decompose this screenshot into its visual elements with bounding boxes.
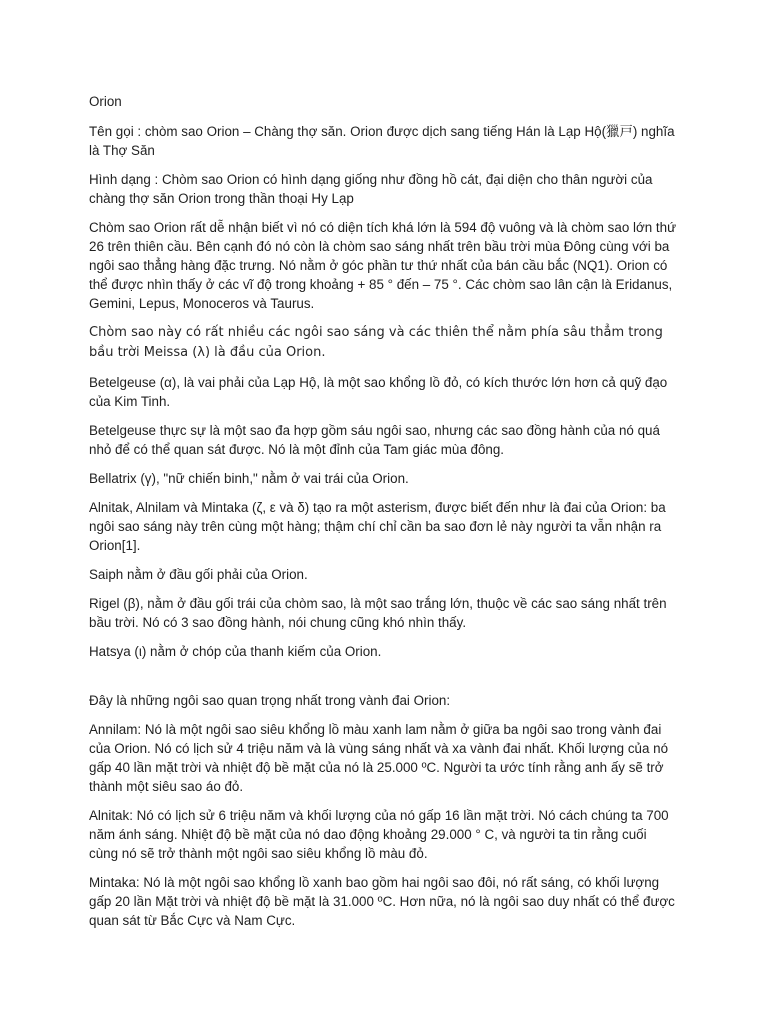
paragraph-saiph: Saiph nằm ở đầu gối phải của Orion. xyxy=(89,567,308,582)
paragraph-betelgeuse-multiple: Betelgeuse thực sự là một sao đa hợp gồm sáu ngôi sao, nhưng các sao đồng hành của nó quá nhỏ để có thể quan sát được. Nó là một đỉnh của Tam giác mùa đông. xyxy=(89,423,660,457)
paragraph-alnitak: Alnitak: Nó có lịch sử 6 triệu năm và khối lượng của nó gấp 16 lần mặt trời. Nó cách chúng ta 700 năm ánh sáng. Nhiệt độ bề mặt của nó dao động khoảng 29.000 ° C, và người ta tin rằng cuối cùng nó sẽ trở thành một ngôi sao siêu khổng lồ màu đỏ. xyxy=(89,808,669,861)
paragraph-annilam: Annilam: Nó là một ngôi sao siêu khổng lồ màu xanh lam nằm ở giữa ba ngôi sao trong vành đai của Orion. Nó có lịch sử 4 triệu năm và là vùng sáng nhất và xa vành đai nhất. Khối lượng của nó gấp 40 lần mặt trời và nhiệt độ bề mặt của nó là 25.000 ºC. Người ta ước tính rằng anh ấy sẽ trở thành một siêu sao áo đỏ. xyxy=(89,722,669,794)
paragraph-mintaka: Mintaka: Nó là một ngôi sao khổng lồ xanh bao gồm hai ngôi sao đôi, nó rất sáng, có khối lượng gấp 20 lần Mặt trời và nhiệt độ bề mặt là 31.000 ºC. Hơn nữa, nó là ngôi sao duy nhất có thể được quan sát từ Bắc Cực và Nam Cực. xyxy=(89,875,675,928)
paragraph-meissa: Chòm sao này có rất nhiều các ngôi sao sáng và các thiên thể nằm phía sâu thẳm trong bầu trời Meissa (λ) là đầu của Orion. xyxy=(89,325,663,360)
paragraph-rigel: Rigel (β), nằm ở đầu gối trái của chòm sao, là một sao trắng lớn, thuộc về các sao sáng nhất trên bầu trời. Nó có 3 sao đồng hành, nói chung cũng khó nhìn thấy. xyxy=(89,596,667,630)
paragraph-shape: Hình dạng : Chòm sao Orion có hình dạng giống như đồng hồ cát, đại diện cho thân người của chàng thợ săn Orion trong thần thoại Hy Lạp xyxy=(89,172,653,206)
document-title: Orion xyxy=(89,94,122,109)
paragraph-betelgeuse: Betelgeuse (α), là vai phải của Lạp Hộ, là một sao khổng lồ đỏ, có kích thước lớn hơn cả quỹ đạo của Kim Tinh. xyxy=(89,375,668,409)
paragraph-hatsya: Hatsya (ι) nằm ở chóp của thanh kiếm của Orion. xyxy=(89,644,382,659)
paragraph-bellatrix: Bellatrix (γ), "nữ chiến binh," nằm ở vai trái của Orion. xyxy=(89,471,409,486)
paragraph-belt-intro: Đây là những ngôi sao quan trọng nhất trong vành đai Orion: xyxy=(89,693,451,708)
document-body xyxy=(89,92,679,940)
paragraph-overview: Chòm sao Orion rất dễ nhận biết vì nó có diện tích khá lớn là 594 độ vuông và là chòm sao lớn thứ 26 trên thiên cầu. Bên cạnh đó nó còn là chòm sao sáng nhất trên bầu trời mùa Đông cùng với ba ngôi sao thẳng hàng đặc trưng. Nó nằm ở góc phần tư thứ nhất của bán cầu bắc (NQ1). Orion có thể được nhìn thấy ở các vĩ độ trong khoảng + 85 ° đến – 75 °. Các chòm sao lân cận là Eridanus, Gemini, Lepus, Monoceros và Taurus. xyxy=(89,220,677,311)
paragraph-name: Tên gọi : chòm sao Orion – Chàng thợ săn. Orion được dịch sang tiếng Hán là Lạp Hộ(獵戸) nghĩa là Thợ Săn xyxy=(89,124,675,158)
paragraph-belt-asterism: Alnitak, Alnilam và Mintaka (ζ, ε và δ) tạo ra một asterism, được biết đến như là đai của Orion: ba ngôi sao sáng này trên cùng một hàng; thậm chí chỉ cần ba sao đơn lẻ này người ta vẫn nhận ra Orion[1]. xyxy=(89,500,666,553)
